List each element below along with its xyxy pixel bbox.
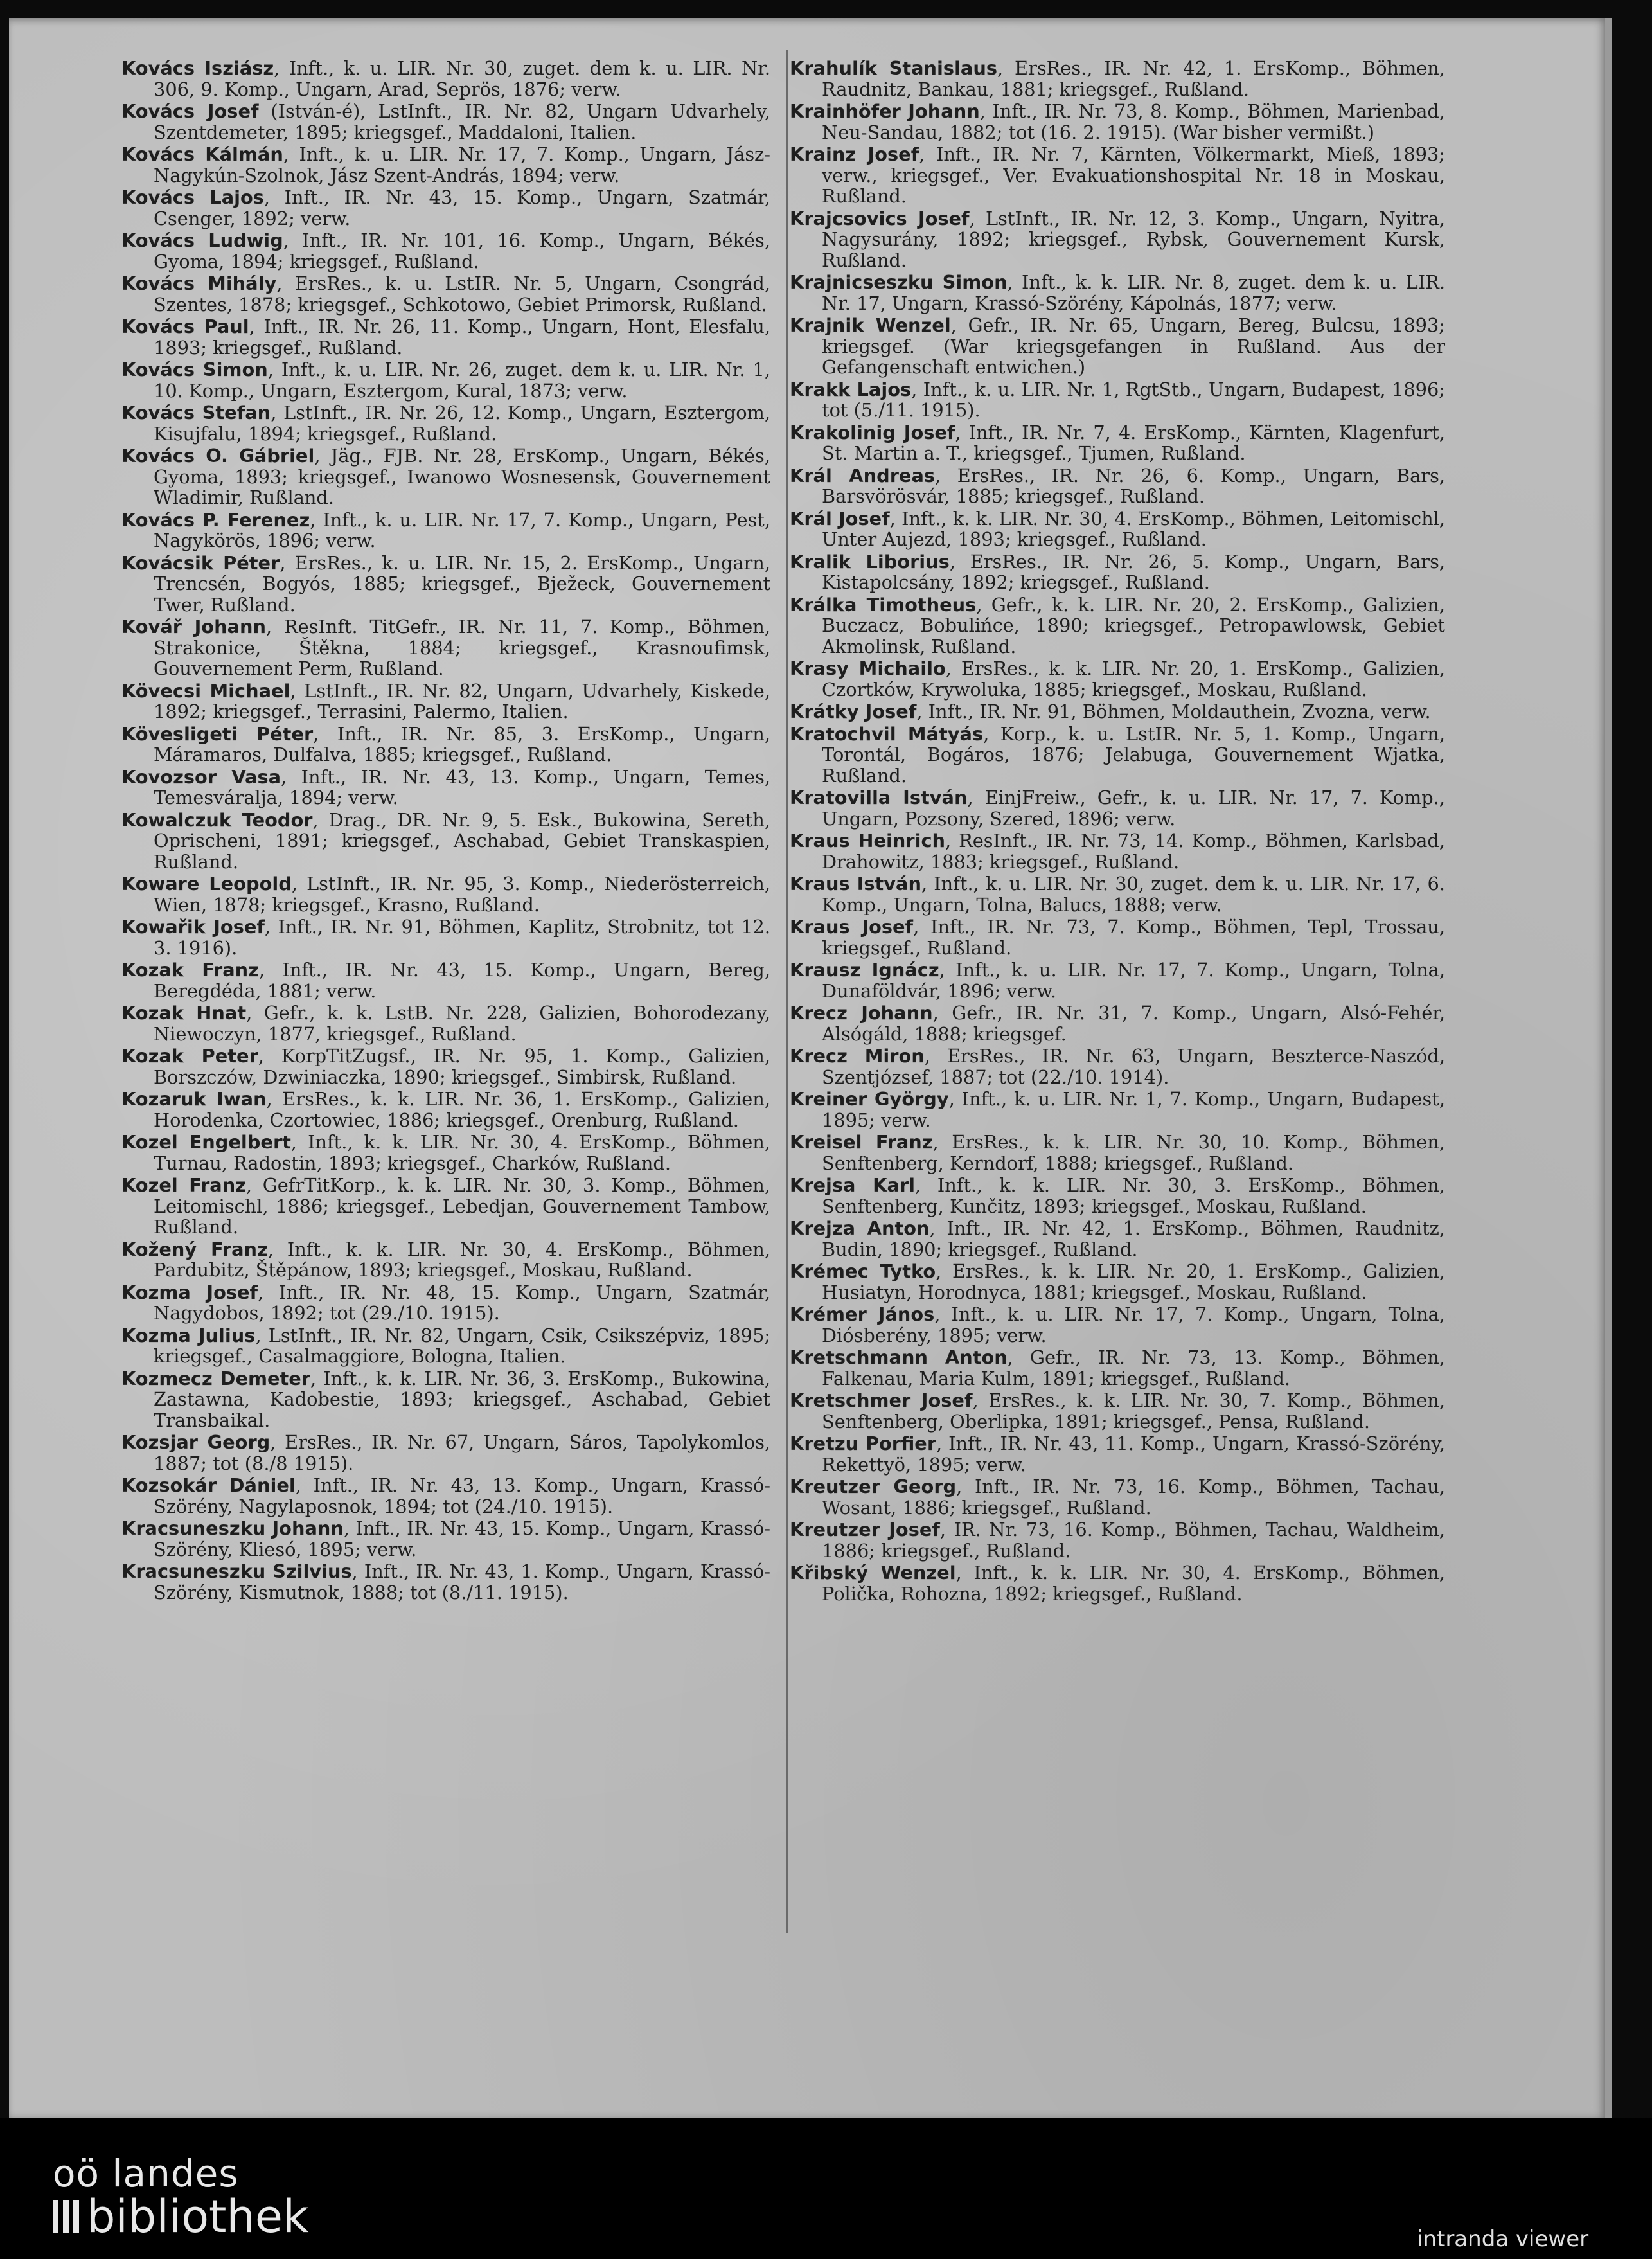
entry-details: , Inft., k. u. LIR. Nr. 30, zuget. dem k. u. LIR. Nr. 17, 6. Komp., Ungarn, Tolna, Balucs, 1888; verw. — [822, 873, 1445, 916]
register-entry — [121, 681, 770, 722]
register-entry — [790, 379, 1445, 421]
register-entry — [790, 873, 1445, 915]
entry-details: , Gefr., k. k. LIR. Nr. 20, 2. ErsKomp., Galizien, Buczacz, Bobulińce, 1890; kriegsgef., Petropawlowsk, Gebiet Akmolinsk, Rußland. — [822, 593, 1445, 657]
entry-name: Kovács Simon — [121, 359, 268, 380]
entry-name: Kreiner György — [790, 1088, 949, 1110]
entry-name: Kreutzer Georg — [790, 1476, 957, 1497]
entry-name: Kozak Peter — [121, 1045, 258, 1067]
entry-details: , Inft., k. k. LIR. Nr. 30, 4. ErsKomp., Böhmen, Polička, Rohozna, 1892; kriegsgef., Rußland. — [822, 1562, 1445, 1605]
register-entry — [790, 508, 1445, 550]
entry-details: , ErsRes., k. k. LIR. Nr. 30, 10. Komp., Böhmen, Senftenberg, Kerndorf, 1888; kriegsgef., Rußland. — [822, 1131, 1446, 1174]
entry-name: Král Josef — [790, 507, 890, 530]
entry-details: , IR. Nr. 73, 16. Komp., Böhmen, Tachau, Waldheim, 1886; kriegsgef., Rußland. — [822, 1519, 1446, 1562]
register-entry — [121, 873, 770, 915]
logo-line-2-wrap — [53, 2190, 309, 2243]
entry-name: Kretschmann Anton — [790, 1346, 1008, 1368]
entry-details: , LstInft., IR. Nr. 12, 3. Komp., Ungarn, Nyitra, Nagysurány, 1892; kriegsgef., Rybsk, Gouvernement Kursk, Rußland. — [822, 207, 1445, 271]
entry-name: Kretschmer Josef — [790, 1389, 973, 1411]
register-entry — [121, 1003, 770, 1044]
register-entry — [790, 1519, 1445, 1561]
entry-details: , Inft., IR. Nr. 43, 13. Komp., Ungarn, Krassó-Szörény, Nagylaposnok, 1894; tot (24./10. 1915). — [154, 1474, 770, 1517]
entry-details: , Jäg., FJB. Nr. 28, ErsKomp., Ungarn, Békés, Gyoma, 1893; kriegsgef., Iwanowo Wosnesensk, Gouvernement Wladimir, Rußland. — [154, 445, 770, 508]
register-entry — [790, 1476, 1445, 1518]
entry-name: Kovácsik Péter — [121, 551, 280, 574]
register-entry — [121, 1282, 770, 1324]
entry-name: Krémec Tytko — [790, 1260, 936, 1282]
entry-name: Kracsuneszku Johann — [121, 1517, 344, 1539]
register-entry — [121, 58, 770, 100]
entry-name: Kraus Heinrich — [790, 830, 946, 852]
logo-line-2: bibliothek — [87, 2190, 309, 2243]
entry-details: , ErsRes., k. u. LIR. Nr. 15, 2. ErsKomp., Ungarn, Trencsén, Bogyós, 1885; kriegsgef., Bježeck, Gouvernement Twer, Rußland. — [154, 551, 770, 616]
entry-name: Kracsuneszku Szilvius — [121, 1560, 352, 1582]
entry-name: Krahulík Stanislaus — [790, 57, 998, 79]
entry-name: Krejsa Karl — [790, 1174, 915, 1196]
entry-name: Králka Timotheus — [790, 593, 977, 616]
register-entry — [790, 551, 1445, 593]
entry-name: Křibský Wenzel — [790, 1562, 956, 1584]
entry-details: , ErsRes., k. k. LIR. Nr. 20, 1. ErsKomp., Galizien, Czortków, Krywoluka, 1885; kriegsgef., Moskau, Rußland. — [822, 657, 1445, 701]
entry-name: Krecz Miron — [790, 1045, 925, 1067]
entry-name: Kövesligeti Péter — [121, 722, 314, 745]
register-entry — [790, 594, 1445, 657]
entry-name: Koware Leopold — [121, 873, 292, 895]
entry-name: Kovozsor Vasa — [121, 765, 281, 788]
entry-name: Kovács Josef — [121, 100, 259, 122]
entry-name: Krajnicseszku Simon — [790, 271, 1008, 293]
entry-details: , Inft., k. u. LIR. Nr. 17, 7. Komp., Ungarn, Tolna, Diósberény, 1895; verw. — [822, 1303, 1445, 1346]
library-logo[interactable] — [53, 2152, 309, 2243]
entry-details: (István-é), LstInft., IR. Nr. 82, Ungarn Udvarhely, Szentdemeter, 1895; kriegsgef., Maddaloni, Italien. — [154, 100, 770, 143]
entry-name: Krainz Josef — [790, 143, 919, 165]
entry-details: , Inft., k. u. LIR. Nr. 1, RgtStb., Ungarn, Budapest, 1896; tot (5./11. 1915). — [822, 378, 1446, 421]
register-entry — [121, 230, 770, 272]
entry-details: , Inft., k. u. LIR. Nr. 17, 7. Komp., Ungarn, Pest, Nagykörös, 1896; verw. — [154, 508, 770, 551]
entry-name: Kratochvil Mátyás — [790, 722, 984, 745]
entry-name: Krasy Michailo — [790, 657, 946, 679]
right-column — [790, 58, 1445, 1605]
entry-details: , Gefr., IR. Nr. 65, Ungarn, Bereg, Bulcsu, 1893; kriegsgef. (War kriegsgefangen in Rußland. Aus der Gefangenschaft entwichen.) — [822, 314, 1445, 378]
document-page — [9, 18, 1612, 2118]
entry-details: , Inft., IR. Nr. 48, 15. Komp., Ungarn, Szatmár, Nagydobos, 1892; tot (29./10. 1915). — [154, 1281, 771, 1324]
entry-name: Kraus Josef — [790, 916, 914, 938]
entry-name: Krejza Anton — [790, 1217, 930, 1239]
entry-details: , ErsRes., IR. Nr. 26, 6. Komp., Ungarn, Bars, Barsvörösvár, 1885; kriegsgef., Rußland. — [822, 464, 1445, 507]
register-entry — [121, 273, 770, 315]
entry-details: , Inft., IR. Nr. 73, 8. Komp., Böhmen, Marienbad, Neu-Sandau, 1882; tot (16. 2. 1915). (War bisher vermißt.) — [822, 100, 1446, 143]
entry-details: , Inft., IR. Nr. 43, 15. Komp., Ungarn, Krassó-Szörény, Kliesó, 1895; verw. — [154, 1517, 770, 1560]
register-entry — [121, 960, 770, 1001]
entry-name: Kozma Josef — [121, 1281, 258, 1303]
entry-name: Kozaruk Iwan — [121, 1088, 267, 1110]
entry-details: , Inft., k. u. LIR. Nr. 30, zuget. dem k. u. LIR. Nr. 306, 9. Komp., Ungarn, Arad, Seprös, 1876; verw. — [154, 57, 771, 100]
register-entry — [790, 315, 1445, 378]
entry-details: , ResInft. TitGefr., IR. Nr. 11, 7. Komp., Böhmen, Strakonice, Štěkna, 1884; kriegsgef., Krasnoufimsk, Gouvernement Perm, Rußland. — [154, 616, 770, 679]
register-entry — [790, 208, 1445, 271]
entry-name: Kowalczuk Teodor — [121, 808, 313, 831]
register-entry — [790, 787, 1445, 829]
register-entry — [790, 101, 1445, 143]
register-entry — [121, 1518, 770, 1560]
entry-name: Kreutzer Josef — [790, 1519, 940, 1540]
left-column — [121, 58, 770, 1604]
entry-name: Kovács Lajos — [121, 186, 264, 208]
entry-name: Kovács Kálmán — [121, 143, 283, 165]
register-entry — [790, 1003, 1445, 1044]
entry-details: , Inft., IR. Nr. 43, 15. Komp., Ungarn, Bereg, Beregdéda, 1881; verw. — [154, 959, 770, 1002]
entry-details: , Inft., IR. Nr. 73, 16. Komp., Böhmen, Tachau, Wosant, 1886; kriegsgef., Rußland. — [822, 1476, 1445, 1519]
register-entry — [121, 1239, 770, 1281]
viewer-label[interactable]: intranda viewer — [1417, 2226, 1589, 2252]
register-entry — [790, 1175, 1445, 1217]
entry-details: , ErsRes., k. k. LIR. Nr. 20, 1. ErsKomp., Galizien, Husiatyn, Horodnyca, 1881; kriegsgef., Moskau, Rußland. — [822, 1260, 1445, 1303]
entry-name: Krakolinig Josef — [790, 421, 955, 443]
entry-name: Kreisel Franz — [790, 1131, 933, 1153]
entry-name: Krainhöfer Johann — [790, 100, 980, 122]
entry-details: , Inft., IR. Nr. 26, 11. Komp., Ungarn, Hont, Elesfalu, 1893; kriegsgef., Rußland. — [154, 316, 770, 359]
entry-name: Kowařik Josef — [121, 916, 265, 938]
entry-details: , Inft., k. k. LIR. Nr. 30, 4. ErsKomp., Böhmen, Leitomischl, Unter Aujezd, 1893; kriegsgef., Rußland. — [822, 507, 1445, 550]
register-entry — [121, 1475, 770, 1517]
entry-details: , ErsRes., IR. Nr. 26, 5. Komp., Ungarn, Bars, Kistapolcsány, 1892; kriegsgef., Rußland. — [822, 550, 1446, 593]
register-entry — [790, 1304, 1445, 1346]
register-entry — [790, 1347, 1445, 1389]
entry-details: , LstInft., IR. Nr. 82, Ungarn, Csik, Csikszépviz, 1895; kriegsgef., Casalmaggiore, Bologna, Italien. — [154, 1324, 770, 1367]
entry-details: , ErsRes., k. u. LstIR. Nr. 5, Ungarn, Csongrád, Szentes, 1878; kriegsgef., Schkotowo, Gebiet Primorsk, Rußland. — [154, 272, 770, 316]
entry-details: , ErsRes., k. k. LIR. Nr. 36, 1. ErsKomp., Galizien, Horodenka, Czortowiec, 1886; kriegsgef., Orenburg, Rußland. — [154, 1088, 770, 1131]
entry-details: , Inft., IR. Nr. 43, 1. Komp., Ungarn, Krassó-Szörény, Kismutnok, 1888; tot (8./11. 1915). — [154, 1560, 771, 1603]
entry-name: Kralik Liborius — [790, 550, 950, 573]
entry-details: , ErsRes., IR. Nr. 42, 1. ErsKomp., Böhmen, Raudnitz, Bankau, 1881; kriegsgef., Rußland. — [822, 57, 1446, 100]
register-entry — [790, 1132, 1445, 1174]
entry-details: , Inft., k. k. LIR. Nr. 30, 4. ErsKomp., Böhmen, Pardubitz, Štěpánow, 1893; kriegsgef., Moskau, Rußland. — [154, 1238, 771, 1281]
entry-name: Krecz Johann — [790, 1002, 933, 1024]
logo-line-1: oö landes — [53, 2152, 239, 2195]
register-entry — [790, 1433, 1445, 1475]
entry-details: , Inft., IR. Nr. 7, 4. ErsKomp., Kärnten, Klagenfurt, St. Martin a. T., kriegsgef., Tjumen, Rußland. — [822, 421, 1445, 464]
register-entry — [121, 1325, 770, 1367]
register-entry — [790, 1218, 1445, 1260]
register-entry — [790, 1390, 1445, 1432]
register-entry — [790, 724, 1445, 787]
register-entry — [790, 701, 1445, 722]
logo-bars-icon — [53, 2200, 79, 2233]
entry-name: Kövecsi Michael — [121, 679, 290, 702]
column-divider — [786, 50, 788, 1933]
entry-details: , Inft., IR. Nr. 43, 11. Komp., Ungarn, Krassó-Szörény, Rekettyö, 1895; verw. — [822, 1433, 1445, 1476]
entry-name: Kovács P. Ferenez — [121, 508, 310, 531]
entry-details: , Inft., k. k. LIR. Nr. 36, 3. ErsKomp., Bukowina, Zastawna, Kadobestie, 1893; kriegsgef., Aschabad, Gebiet Transbaikal. — [154, 1367, 770, 1431]
register-entry — [790, 916, 1445, 958]
register-entry — [121, 1432, 770, 1474]
entry-details: , ErsRes., IR. Nr. 63, Ungarn, Beszterce-Naszód, Szentjózsef, 1887; tot (22./10. 1914). — [822, 1045, 1446, 1088]
register-entry — [790, 960, 1445, 1001]
register-entry — [121, 1561, 770, 1603]
entry-name: Kožený Franz — [121, 1238, 268, 1260]
register-entry — [121, 916, 770, 958]
register-entry — [790, 465, 1445, 507]
entry-details: , Inft., IR. Nr. 73, 7. Komp., Böhmen, Tepl, Trossau, kriegsgef., Rußland. — [822, 916, 1445, 959]
entry-name: Kraus István — [790, 873, 921, 895]
entry-name: Kratovilla István — [790, 787, 968, 808]
register-entry — [121, 359, 770, 401]
entry-details: , Inft., IR. Nr. 91, Böhmen, Kaplitz, Strobnitz, tot 12. 3. 1916). — [154, 916, 770, 959]
entry-details: , Inft., IR. Nr. 101, 16. Komp., Ungarn, Békés, Gyoma, 1894; kriegsgef., Rußland. — [154, 229, 770, 272]
entry-details: , Inft., k. k. LIR. Nr. 8, zuget. dem k. u. LIR. Nr. 17, Ungarn, Krassó-Szörény, Kápolnás, 1877; verw. — [822, 271, 1445, 314]
register-entry — [121, 1046, 770, 1087]
register-entry — [790, 1089, 1445, 1130]
entry-name: Kovács Ludwig — [121, 229, 283, 251]
entry-details: , Inft., IR. Nr. 7, Kärnten, Völkermarkt, Mieß, 1893; verw., kriegsgef., Ver. Evakuationshospital Nr. 18 in Moskau, Rußland. — [822, 143, 1445, 207]
entry-name: Krátky Josef — [790, 701, 917, 722]
register-entry — [121, 724, 770, 765]
entry-name: Krakk Lajos — [790, 378, 912, 400]
entry-details: , KorpTitZugsf., IR. Nr. 95, 1. Komp., Galizien, Borszczów, Dzwiniaczka, 1890; kriegsgef., Simbirsk, Rußland. — [154, 1045, 770, 1088]
entry-details: , Gefr., IR. Nr. 73, 13. Komp., Böhmen, Falkenau, Maria Kulm, 1891; kriegsgef., Rußland. — [822, 1346, 1445, 1389]
entry-name: Krajcsovics Josef — [790, 207, 970, 229]
entry-details: , Inft., IR. Nr. 43, 13. Komp., Ungarn, Temes, Temesváralja, 1894; verw. — [154, 765, 771, 808]
register-entry — [121, 616, 770, 679]
register-entry — [121, 1175, 770, 1238]
entry-name: Kozmecz Demeter — [121, 1367, 311, 1389]
register-entry — [790, 658, 1445, 700]
register-entry — [790, 144, 1445, 207]
entry-details: , Inft., IR. Nr. 42, 1. ErsKomp., Böhmen, Raudnitz, Budin, 1890; kriegsgef., Rußland. — [822, 1217, 1445, 1260]
register-entry — [790, 830, 1445, 872]
entry-name: Kovács Stefan — [121, 402, 271, 424]
register-entry — [121, 1089, 770, 1130]
entry-name: Kovács O. Gábriel — [121, 445, 315, 467]
entry-details: , GefrTitKorp., k. k. LIR. Nr. 30, 3. Komp., Böhmen, Leitomischl, 1886; kriegsgef., Lebedjan, Gouvernement Tambow, Rußland. — [154, 1174, 770, 1238]
entry-details: , Inft., IR. Nr. 85, 3. ErsKomp., Ungarn, Máramaros, Dulfalva, 1885; kriegsgef., Rußland. — [154, 722, 771, 765]
register-entry — [790, 1562, 1445, 1604]
entry-details: , ResInft., IR. Nr. 73, 14. Komp., Böhmen, Karlsbad, Drahowitz, 1883; kriegsgef., Rußland. — [822, 830, 1445, 873]
register-entry — [121, 445, 770, 508]
register-entry — [121, 144, 770, 186]
register-entry — [790, 422, 1445, 464]
entry-name: Krajnik Wenzel — [790, 314, 951, 336]
entry-name: Kozma Julius — [121, 1324, 256, 1346]
register-entry — [121, 187, 770, 229]
entry-name: Kovács Paul — [121, 316, 249, 337]
entry-name: Kovář Johann — [121, 616, 267, 638]
register-entry — [790, 1046, 1445, 1087]
entry-name: Kozsokár Dániel — [121, 1474, 296, 1496]
entry-details: , Inft., k. u. LIR. Nr. 26, zuget. dem k. u. LIR. Nr. 1, 10. Komp., Ungarn, Esztergom, Kural, 1873; verw. — [154, 359, 771, 402]
entry-name: Kovács Mihály — [121, 272, 277, 294]
entry-name: Kozel Engelbert — [121, 1131, 291, 1153]
register-entry — [790, 1261, 1445, 1303]
entry-name: Kozsjar Georg — [121, 1431, 271, 1453]
entry-details: , Inft., k. u. LIR. Nr. 17, 7. Komp., Ungarn, Tolna, Dunaföldvár, 1896; verw. — [822, 959, 1445, 1002]
entry-name: Kozak Franz — [121, 959, 259, 981]
entry-details: , Gefr., k. k. LstB. Nr. 228, Galizien, Bohorodezany, Niewoczyn, 1877, kriegsgef., Rußland. — [154, 1002, 770, 1045]
entry-name: Krémer János — [790, 1303, 935, 1325]
register-entry — [121, 1132, 770, 1174]
register-entry — [121, 810, 770, 873]
entry-name: Kovács Isziász — [121, 57, 274, 79]
entry-name: Kretzu Porfier — [790, 1433, 937, 1454]
register-entry — [121, 767, 770, 808]
register-entry — [121, 1368, 770, 1431]
register-entry — [121, 553, 770, 616]
entry-details: , Inft., k. k. LIR. Nr. 30, 4. ErsKomp., Böhmen, Turnau, Radostin, 1893; kriegsgef., Charków, Rußland. — [154, 1131, 770, 1174]
entry-details: , Gefr., IR. Nr. 31, 7. Komp., Ungarn, Alsó-Fehér, Alsógáld, 1888; kriegsgef. — [822, 1002, 1445, 1045]
entry-details: , LstInft., IR. Nr. 82, Ungarn, Udvarhely, Kiskede, 1892; kriegsgef., Terrasini, Palermo, Italien. — [154, 679, 770, 722]
entry-details: , LstInft., IR. Nr. 26, 12. Komp., Ungarn, Esztergom, Kisujfalu, 1894; kriegsgef., Rußland. — [154, 402, 771, 445]
entry-details: , ErsRes., k. k. LIR. Nr. 30, 7. Komp., Böhmen, Senftenberg, Oberlipka, 1891; kriegsgef., Pensa, Rußland. — [822, 1389, 1445, 1433]
entry-name: Kozak Hnat — [121, 1002, 247, 1024]
entry-details: , Inft., k. u. LIR. Nr. 1, 7. Komp., Ungarn, Budapest, 1895; verw. — [822, 1088, 1445, 1131]
entry-details: , Inft., IR. Nr. 43, 15. Komp., Ungarn, Szatmár, Csenger, 1892; verw. — [154, 186, 770, 229]
entry-details: , ErsRes., IR. Nr. 67, Ungarn, Sáros, Tapolykomlos, 1887; tot (8./8 1915). — [154, 1431, 770, 1474]
register-entry — [790, 272, 1445, 314]
register-entry — [121, 402, 770, 444]
entry-details: , Inft., IR. Nr. 91, Böhmen, Moldauthein, Zvozna, verw. — [916, 701, 1431, 722]
entry-details: , Inft., k. k. LIR. Nr. 30, 3. ErsKomp., Böhmen, Senftenberg, Kunčitz, 1893; kriegsgef., Moskau, Rußland. — [822, 1174, 1445, 1217]
register-entry — [121, 101, 770, 143]
register-entry — [121, 510, 770, 551]
entry-name: Krausz Ignácz — [790, 959, 939, 981]
entry-details: , EinjFreiw., Gefr., k. u. LIR. Nr. 17, 7. Komp., Ungarn, Pozsony, Szered, 1896; verw. — [822, 787, 1445, 830]
register-entry — [790, 58, 1445, 100]
entry-name: Král Andreas — [790, 464, 936, 487]
register-entry — [121, 316, 770, 358]
entry-details: , Korp., k. u. LstIR. Nr. 5, 1. Komp., Ungarn, Torontál, Bogáros, 1876; Jelabuga, Gouvernement Wjatka, Rußland. — [822, 722, 1445, 787]
entry-details: , Drag., DR. Nr. 9, 5. Esk., Bukowina, Sereth, Oprischeni, 1891; kriegsgef., Aschabad, Gebiet Transkaspien, Rußland. — [154, 808, 770, 873]
entry-details: , Inft., k. u. LIR. Nr. 17, 7. Komp., Ungarn, Jász-Nagykún-Szolnok, Jász Szent-András, 1894; verw. — [154, 143, 771, 186]
entry-details: , LstInft., IR. Nr. 95, 3. Komp., Niederösterreich, Wien, 1878; kriegsgef., Krasno, Rußland. — [154, 873, 770, 916]
entry-name: Kozel Franz — [121, 1174, 246, 1196]
